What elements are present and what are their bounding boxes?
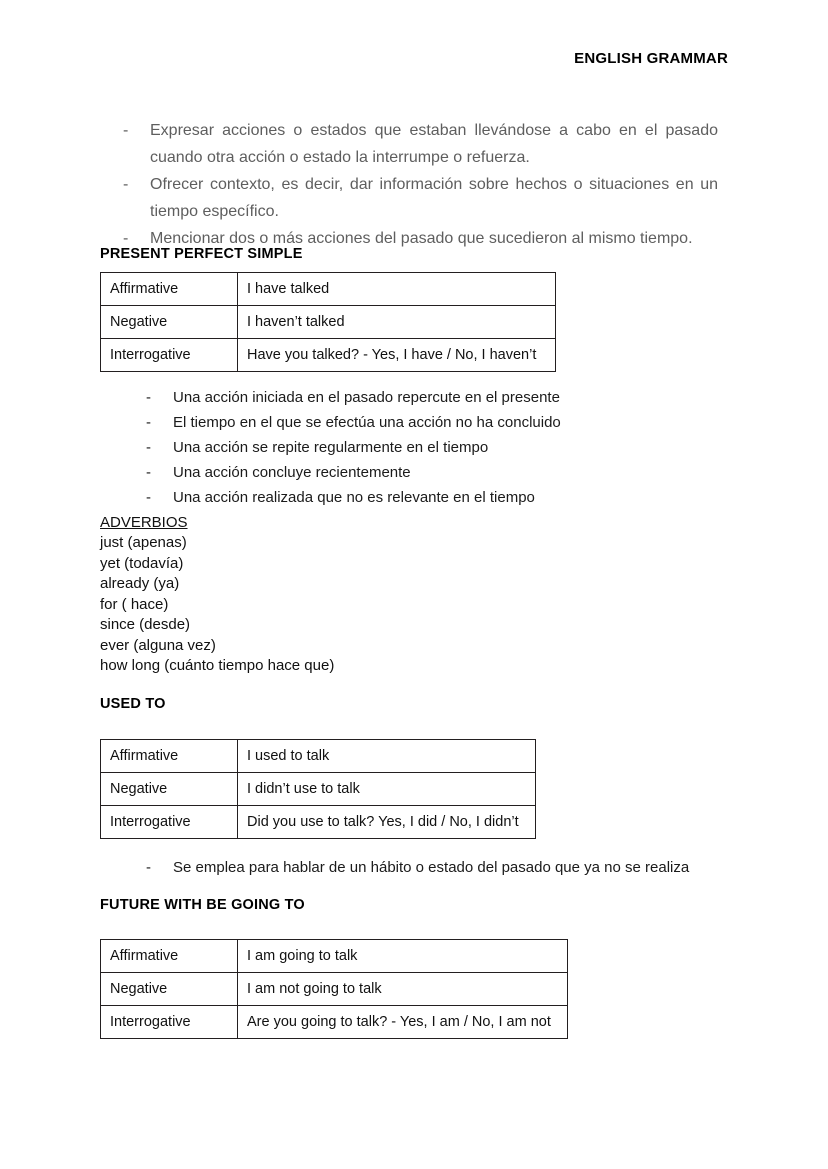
list-item (100, 117, 718, 171)
row-example-text: I have talked (238, 273, 556, 306)
list-item: how long (cuánto tiempo hace que) (100, 657, 335, 674)
present-perfect-simple-table (100, 272, 556, 372)
table-row (101, 806, 536, 839)
table-row (101, 273, 556, 306)
bullet-dash-icon: - (146, 414, 151, 431)
row-example-text: Are you going to talk? - Yes, I am / No, I am not (238, 1006, 568, 1039)
present-perfect-simple-section (100, 246, 556, 372)
table-row (101, 740, 536, 773)
section-heading-future-be-going-to: FUTURE WITH BE GOING TO (100, 897, 305, 913)
list-item-text: El tiempo en el que se efectúa una acción no ha concluido (173, 414, 561, 431)
bullet-dash-icon: - (123, 122, 129, 139)
list-item (123, 485, 683, 510)
list-item: just (apenas) (100, 534, 187, 551)
future-be-going-to-section (100, 897, 568, 1039)
used-to-section (100, 696, 536, 839)
row-form-label: Affirmative (101, 740, 238, 773)
bullet-dash-icon: - (146, 464, 151, 481)
row-example-text: Did you use to talk? Yes, I did / No, I didn’t (238, 806, 536, 839)
list-item: ever (alguna vez) (100, 636, 216, 654)
present-perfect-uses-list (123, 385, 683, 510)
list-item-text: Se emplea para hablar de un hábito o estado del pasado que ya no se realiza (173, 859, 690, 876)
row-example-text: Have you talked? - Yes, I have / No, I haven’t (238, 339, 556, 372)
row-example-text: I didn’t use to talk (238, 773, 536, 806)
table-row (101, 773, 536, 806)
list-item (123, 385, 683, 410)
page-title: ENGLISH GRAMMAR (574, 50, 728, 67)
row-form-label: Interrogative (101, 1006, 238, 1039)
used-to-uses-list (123, 855, 723, 880)
adverbs-section (100, 512, 334, 677)
row-form-label: Interrogative (101, 339, 238, 372)
table-row (101, 1006, 568, 1039)
row-form-label: Affirmative (101, 940, 238, 973)
list-item (123, 410, 683, 435)
row-form-label: Interrogative (101, 806, 238, 839)
list-item-text: Una acción se repite regularmente en el tiempo (173, 439, 489, 456)
list-item-text: Una acción realizada que no es relevante en el tiempo (173, 489, 535, 506)
bullet-dash-icon: - (146, 859, 151, 876)
table-row (101, 973, 568, 1006)
row-example-text: I haven’t talked (238, 306, 556, 339)
bullet-dash-icon: - (146, 389, 151, 406)
list-item (100, 171, 718, 225)
list-item-text: Expresar acciones o estados que estaban llevándose a cabo en el pasado cuando otra acción o estado la interrumpe o refuerza. (150, 122, 718, 166)
row-example-text: I used to talk (238, 740, 536, 773)
list-item-text: Ofrecer contexto, es decir, dar información sobre hechos o situaciones en un tiempo específico. (150, 176, 718, 220)
used-to-table (100, 739, 536, 839)
list-item-text: Mencionar dos o más acciones del pasado que sucedieron al mismo tiempo. (150, 230, 693, 247)
list-item (123, 435, 683, 460)
future-be-going-to-table (100, 939, 568, 1039)
bullet-dash-icon: - (146, 439, 151, 456)
section-heading-used-to: USED TO (100, 696, 166, 712)
bullet-dash-icon: - (123, 230, 129, 247)
row-form-label: Negative (101, 973, 238, 1006)
row-form-label: Affirmative (101, 273, 238, 306)
adverbs-heading: ADVERBIOS (100, 514, 188, 531)
bullet-dash-icon: - (123, 176, 129, 193)
table-row (101, 339, 556, 372)
table-row (101, 306, 556, 339)
section-heading-present-perfect-simple: PRESENT PERFECT SIMPLE (100, 246, 303, 262)
list-item: since (desde) (100, 616, 191, 633)
bullet-dash-icon: - (146, 489, 151, 506)
list-item: yet (todavía) (100, 554, 184, 572)
row-form-label: Negative (101, 306, 238, 339)
table-row (101, 940, 568, 973)
list-item-text: Una acción concluye recientemente (173, 464, 411, 481)
list-item: for ( hace) (100, 595, 169, 613)
intro-uses-list (100, 117, 728, 252)
row-example-text: I am not going to talk (238, 973, 568, 1006)
list-item: already (ya) (100, 575, 180, 592)
list-item-text: Una acción iniciada en el pasado repercute en el presente (173, 389, 560, 406)
row-form-label: Negative (101, 773, 238, 806)
list-item (123, 460, 683, 485)
adverbs-list (100, 533, 334, 677)
row-example-text: I am going to talk (238, 940, 568, 973)
list-item (123, 855, 723, 880)
